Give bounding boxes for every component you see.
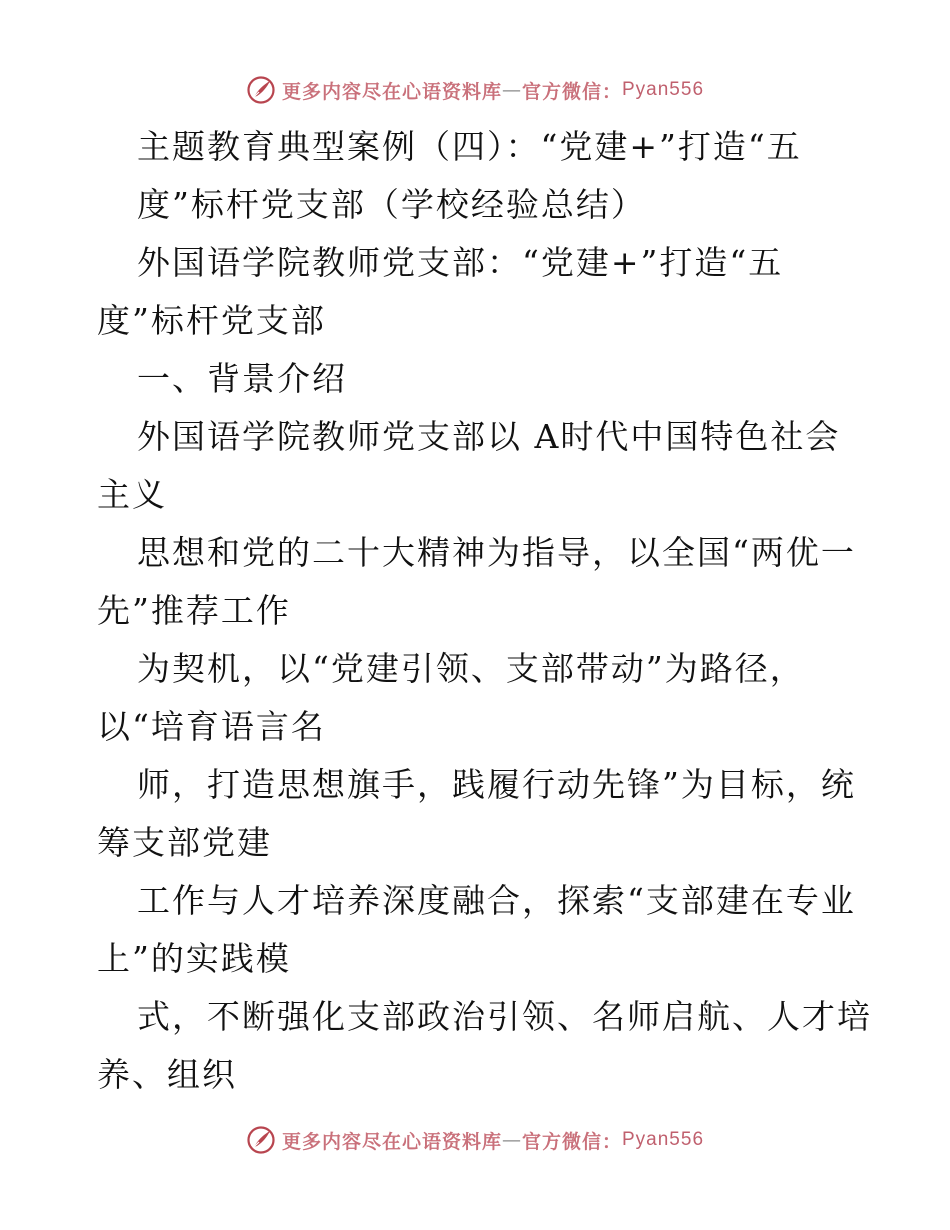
watermark-account-label: 官方微信： bbox=[521, 80, 622, 103]
paragraph-line: 师，打造思想旗手，践履行动先锋”为目标，统 bbox=[137, 765, 856, 804]
paragraph-line: 为契机，以“党建引领、支部带动”为路径， bbox=[137, 649, 805, 688]
watermark-account-label: 官方微信： bbox=[521, 1130, 622, 1153]
paragraph-line: 外国语学院教师党支部以 A时代中国特色社会 bbox=[137, 417, 841, 456]
document-body bbox=[97, 118, 872, 1104]
header-watermark bbox=[0, 70, 950, 110]
paragraph-line: 以“培育语言名 bbox=[97, 707, 326, 746]
quill-logo-icon bbox=[246, 1125, 276, 1155]
footer-watermark bbox=[0, 1120, 950, 1160]
subtitle-line-2: 度”标杆党支部 bbox=[97, 301, 326, 340]
watermark-text: 更多内容尽在心语资料库 bbox=[281, 1130, 502, 1153]
paragraph-line: 工作与人才培养深度融合，探索“支部建在专业 bbox=[137, 881, 856, 920]
paragraph-line: 上”的实践模 bbox=[97, 939, 291, 978]
paragraph-line: 思想和党的二十大精神为指导，以全国“两优一 bbox=[137, 533, 856, 572]
watermark-separator: — bbox=[501, 1129, 522, 1151]
section-heading: 一、背景介绍 bbox=[137, 359, 347, 398]
paragraph-line: 主义 bbox=[97, 475, 167, 514]
paragraph-line: 式，不断强化支部政治引领、名师启航、人才培 bbox=[137, 997, 872, 1036]
watermark-account-id: Pyan556 bbox=[622, 79, 705, 100]
title-line-2: 度”标杆党支部（学校经验总结） bbox=[137, 185, 646, 224]
watermark-account-id: Pyan556 bbox=[622, 1129, 705, 1150]
paragraph-line: 先”推荐工作 bbox=[97, 591, 291, 630]
quill-logo-icon bbox=[246, 75, 276, 105]
subtitle-line-1: 外国语学院教师党支部：“党建+”打造“五 bbox=[137, 243, 784, 282]
watermark-text: 更多内容尽在心语资料库 bbox=[281, 80, 502, 103]
watermark-separator: — bbox=[501, 79, 522, 101]
title-line-1: 主题教育典型案例（四）：“党建+”打造“五 bbox=[137, 127, 802, 166]
paragraph-line: 筹支部党建 bbox=[97, 823, 272, 862]
paragraph-line: 养、组织 bbox=[97, 1055, 237, 1094]
